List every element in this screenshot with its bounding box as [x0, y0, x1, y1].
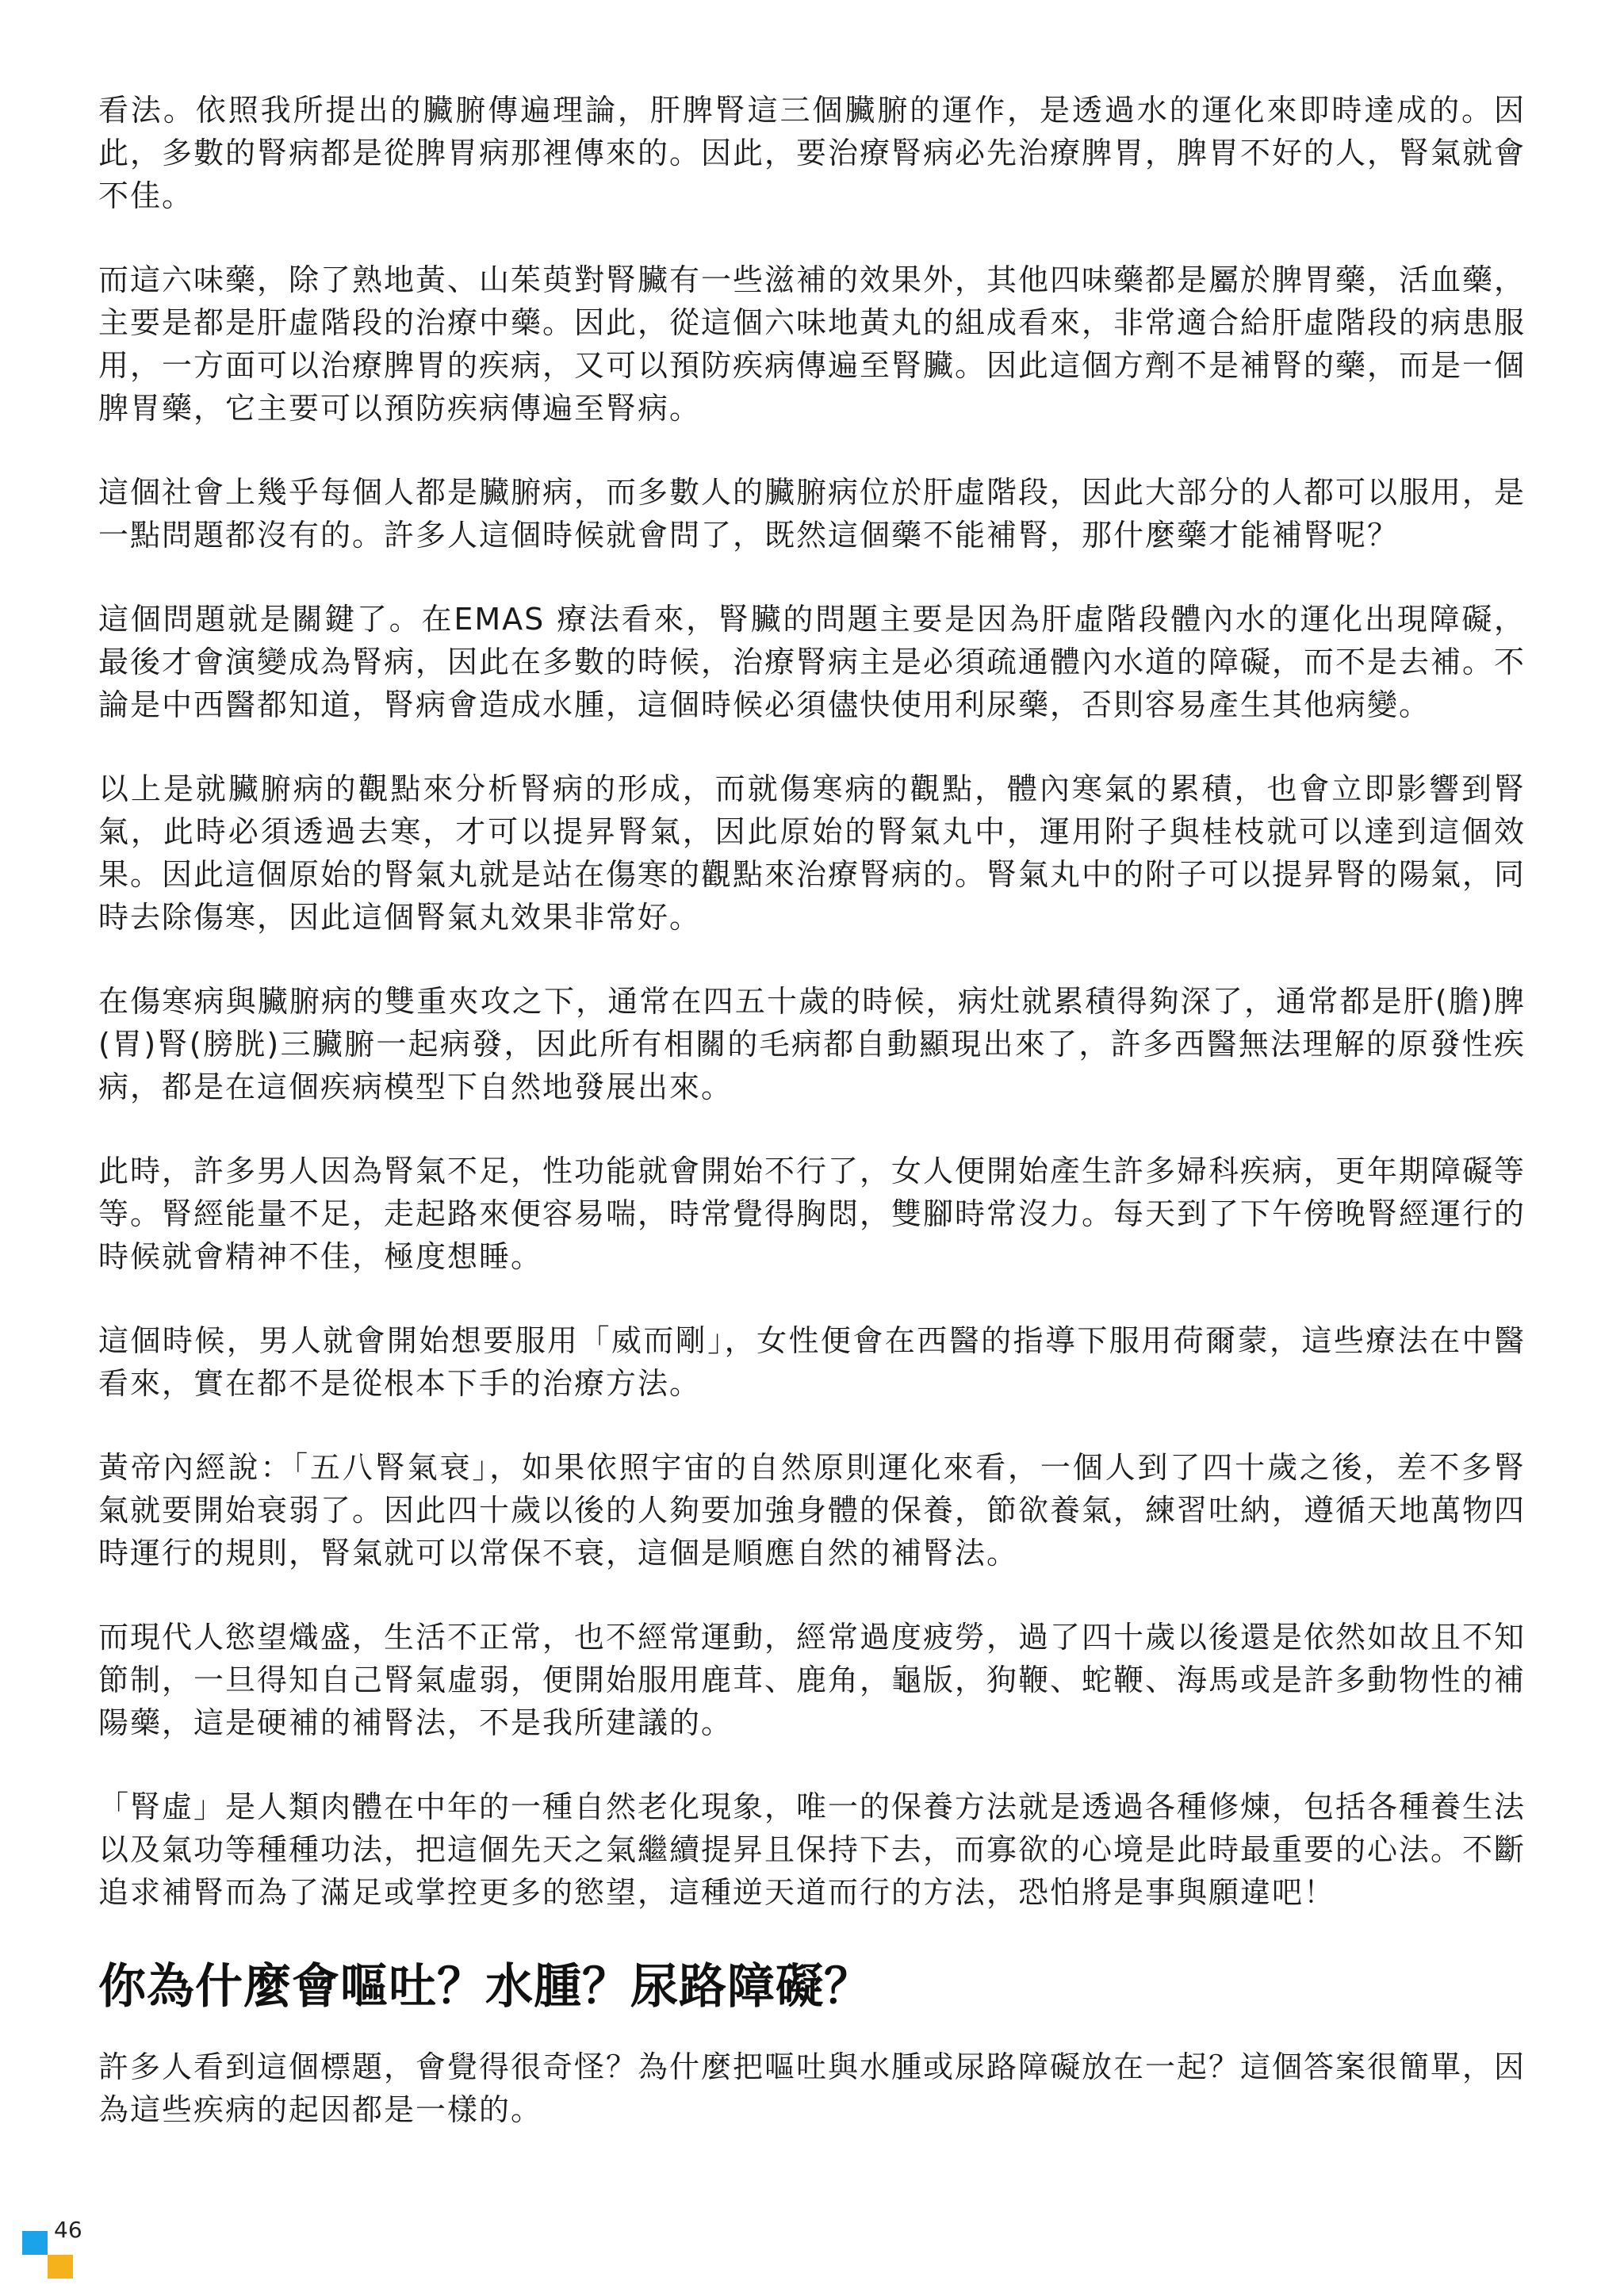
paragraph: 看法。依照我所提出的臟腑傳遍理論，肝脾腎這三個臟腑的運作，是透過水的運化來即時達成的。因此，多數的腎病都是從脾胃病那裡傳來的。因此，要治療腎病必先治療脾胃，脾胃不好的人，腎氣就會不佳。: [98, 93, 1526, 213]
blue-square-decoration: [22, 2231, 48, 2255]
paragraph: 「腎虛」是人類肉體在中年的一種自然老化現象，唯一的保養方法就是透過各種修煉，包括各種養生法以及氣功等種種功法，把這個先天之氣繼續提昇且保持下去，而寡欲的心境是此時最重要的心法。不斷追求補腎而為了滿足或掌控更多的慾望，這種逆天道而行的方法，恐怕將是事與願違吧！: [98, 1789, 1526, 1910]
paragraph: 這個社會上幾乎每個人都是臟腑病，而多數人的臟腑病位於肝虛階段，因此大部分的人都可以服用，是一點問題都沒有的。許多人這個時候就會問了，既然這個藥不能補腎，那什麼藥才能補腎呢？: [98, 475, 1526, 553]
page-number: 46: [54, 2217, 82, 2243]
paragraph: 以上是就臟腑病的觀點來分析腎病的形成，而就傷寒病的觀點，體內寒氣的累積，也會立即影響到腎氣，此時必須透過去寒，才可以提昇腎氣，因此原始的腎氣丸中，運用附子與桂枝就可以達到這個效果。因此這個原始的腎氣丸就是站在傷寒的觀點來治療腎病的。腎氣丸中的附子可以提昇腎的陽氣，同時去除傷寒，因此這個腎氣丸效果非常好。: [98, 771, 1526, 935]
paragraph: 這個問題就是關鍵了。在EMAS 療法看來，腎臟的問題主要是因為肝虛階段體內水的運化出現障礙，最後才會演變成為腎病，因此在多數的時候，治療腎病主是必須疏通體內水道的障礙，而不是去補。不論是中西醫都知道，腎病會造成水腫，這個時候必須儘快使用利尿藥，否則容易產生其他病變。: [98, 602, 1526, 722]
page-footer: [22, 2217, 117, 2280]
paragraph: 黃帝內經說：「五八腎氣衰」，如果依照宇宙的自然原則運化來看，一個人到了四十歲之後，差不多腎氣就要開始衰弱了。因此四十歲以後的人夠要加強身體的保養，節欲養氣，練習吐納，遵循天地萬物四時運行的規則，腎氣就可以常保不衰，這個是順應自然的補腎法。: [98, 1450, 1526, 1571]
yellow-square-decoration: [48, 2255, 73, 2279]
paragraph: 這個時候，男人就會開始想要服用「威而剛」，女性便會在西醫的指導下服用荷爾蒙，這些療法在中醫看來，實在都不是從根本下手的治療方法。: [98, 1323, 1526, 1401]
paragraph-after-heading: 許多人看到這個標題，會覺得很奇怪？為什麼把嘔吐與水腫或尿路障礙放在一起？這個答案很簡單，因為這些疾病的起因都是一樣的。: [98, 2049, 1526, 2127]
section-heading: 你為什麼會嘔吐？水腫？尿路障礙？: [98, 1959, 872, 2015]
paragraph: 此時，許多男人因為腎氣不足，性功能就會開始不行了，女人便開始產生許多婦科疾病，更年期障礙等等。腎經能量不足，走起路來便容易喘，時常覺得胸悶，雙腳時常沒力。每天到了下午傍晚腎經運行的時候就會精神不佳，極度想睡。: [98, 1154, 1526, 1274]
paragraph: 而這六味藥，除了熟地黃、山茱萸對腎臟有一些滋補的效果外，其他四味藥都是屬於脾胃藥，活血藥，主要是都是肝虛階段的治療中藥。因此，從這個六味地黃丸的組成看來，非常適合給肝虛階段的病患服用，一方面可以治療脾胃的疾病，又可以預防疾病傳遍至腎臟。因此這個方劑不是補腎的藥，而是一個脾胃藥，它主要可以預防疾病傳遍至腎病。: [98, 262, 1526, 426]
paragraph: 在傷寒病與臟腑病的雙重夾攻之下，通常在四五十歲的時候，病灶就累積得夠深了，通常都是肝(膽)脾(胃)腎(膀胱)三臟腑一起病發，因此所有相關的毛病都自動顯現出來了，許多西醫無法理解的原發性疾病，都是在這個疾病模型下自然地發展出來。: [98, 984, 1526, 1104]
page-content: [98, 89, 1526, 2172]
paragraph: 而現代人慾望熾盛，生活不正常，也不經常運動，經常過度疲勞，過了四十歲以後還是依然如故且不知節制，一旦得知自己腎氣虛弱，便開始服用鹿茸、鹿角，龜版，狗鞭、蛇鞭、海馬或是許多動物性的補陽藥，這是硬補的補腎法，不是我所建議的。: [98, 1620, 1526, 1740]
